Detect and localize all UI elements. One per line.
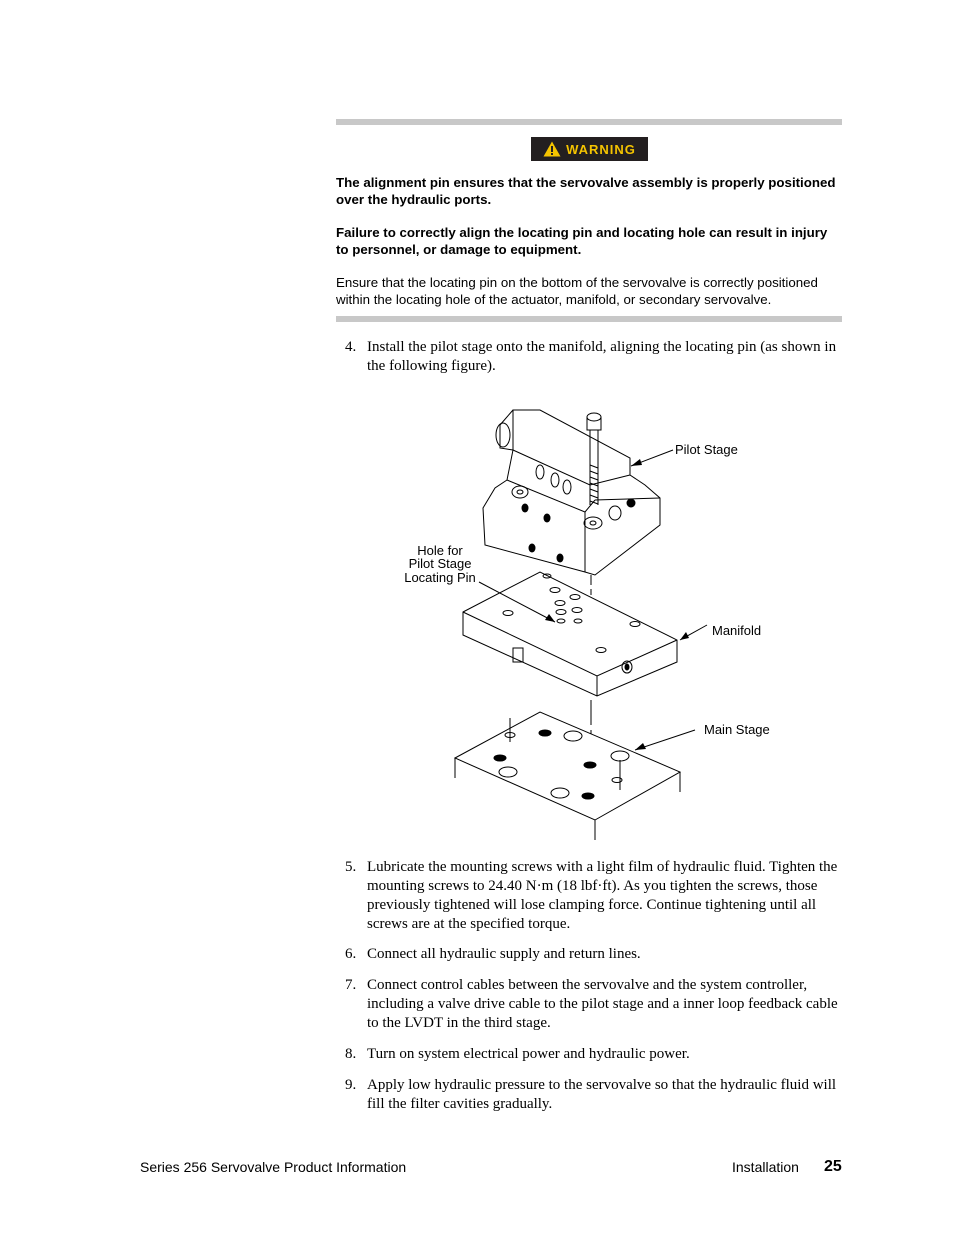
step-text: Connect all hydraulic supply and return lines. xyxy=(367,946,641,962)
warning-bold-paragraph-2: Failure to correctly align the locating pin and locating hole can result in injury to personnel, or damage to equipment. xyxy=(336,225,828,257)
step-text: Lubricate the mounting screws with a light film of hydraulic fluid. Tighten the mounting screws to 24.40 N·m (18 lbf·ft). As you tighten the screws, those previously tightened will lose clamping force. Continue tightening until all screws are at the specified torque. xyxy=(367,859,838,932)
warning-label: WARNING xyxy=(566,141,636,157)
step-item xyxy=(345,945,842,964)
main-stage-body xyxy=(455,712,680,820)
step-item xyxy=(345,338,842,376)
footer-section: Installation xyxy=(732,1159,799,1175)
step-number: 9. xyxy=(345,1077,357,1093)
step-number: 5. xyxy=(345,859,357,875)
main-stage-label: Main Stage xyxy=(704,722,770,737)
step-number: 7. xyxy=(345,977,357,993)
step-text: Install the pilot stage onto the manifold, aligning the locating pin (as shown in the following figure). xyxy=(367,339,837,374)
step-item xyxy=(345,976,842,1033)
warning-bold-paragraph-1: The alignment pin ensures that the servovalve assembly is properly positioned over the hydraulic ports. xyxy=(336,175,836,207)
footer-doc-title: Series 256 Servovalve Product Information xyxy=(140,1159,407,1175)
top-rule xyxy=(336,119,842,125)
step-number: 6. xyxy=(345,946,357,962)
manifold-label: Manifold xyxy=(712,623,762,638)
step-number: 8. xyxy=(345,1046,357,1062)
step-item xyxy=(345,1045,842,1064)
warning-badge xyxy=(531,137,648,161)
bottom-rule xyxy=(336,316,842,322)
hole-label-line2: Pilot Stage xyxy=(408,556,472,571)
warning-triangle-icon xyxy=(543,141,561,157)
pilot-stage-label: Pilot Stage xyxy=(675,442,738,457)
assembly-figure xyxy=(395,400,795,845)
footer-page-number: 25 xyxy=(824,1158,842,1175)
hole-label-line3: Locating Pin xyxy=(404,570,476,585)
step-text: Connect control cables between the servovalve and the system controller, including a valve drive cable to the pilot stage and a inner loop feedback cable to the LVDT in the third stage. xyxy=(367,977,838,1031)
step-number: 4. xyxy=(345,339,357,355)
step-item xyxy=(345,858,842,934)
warning-paragraph-3: Ensure that the locating pin on the bottom of the servovalve is correctly positioned within the locating hole of the actuator, manifold, or secondary servovalve. xyxy=(336,275,818,307)
hole-label-line1: Hole for xyxy=(417,543,463,558)
step-text: Turn on system electrical power and hydraulic power. xyxy=(367,1046,690,1062)
step-text: Apply low hydraulic pressure to the servovalve so that the hydraulic fluid will fill the filter cavities gradually. xyxy=(367,1077,837,1112)
step-item xyxy=(345,1076,842,1114)
